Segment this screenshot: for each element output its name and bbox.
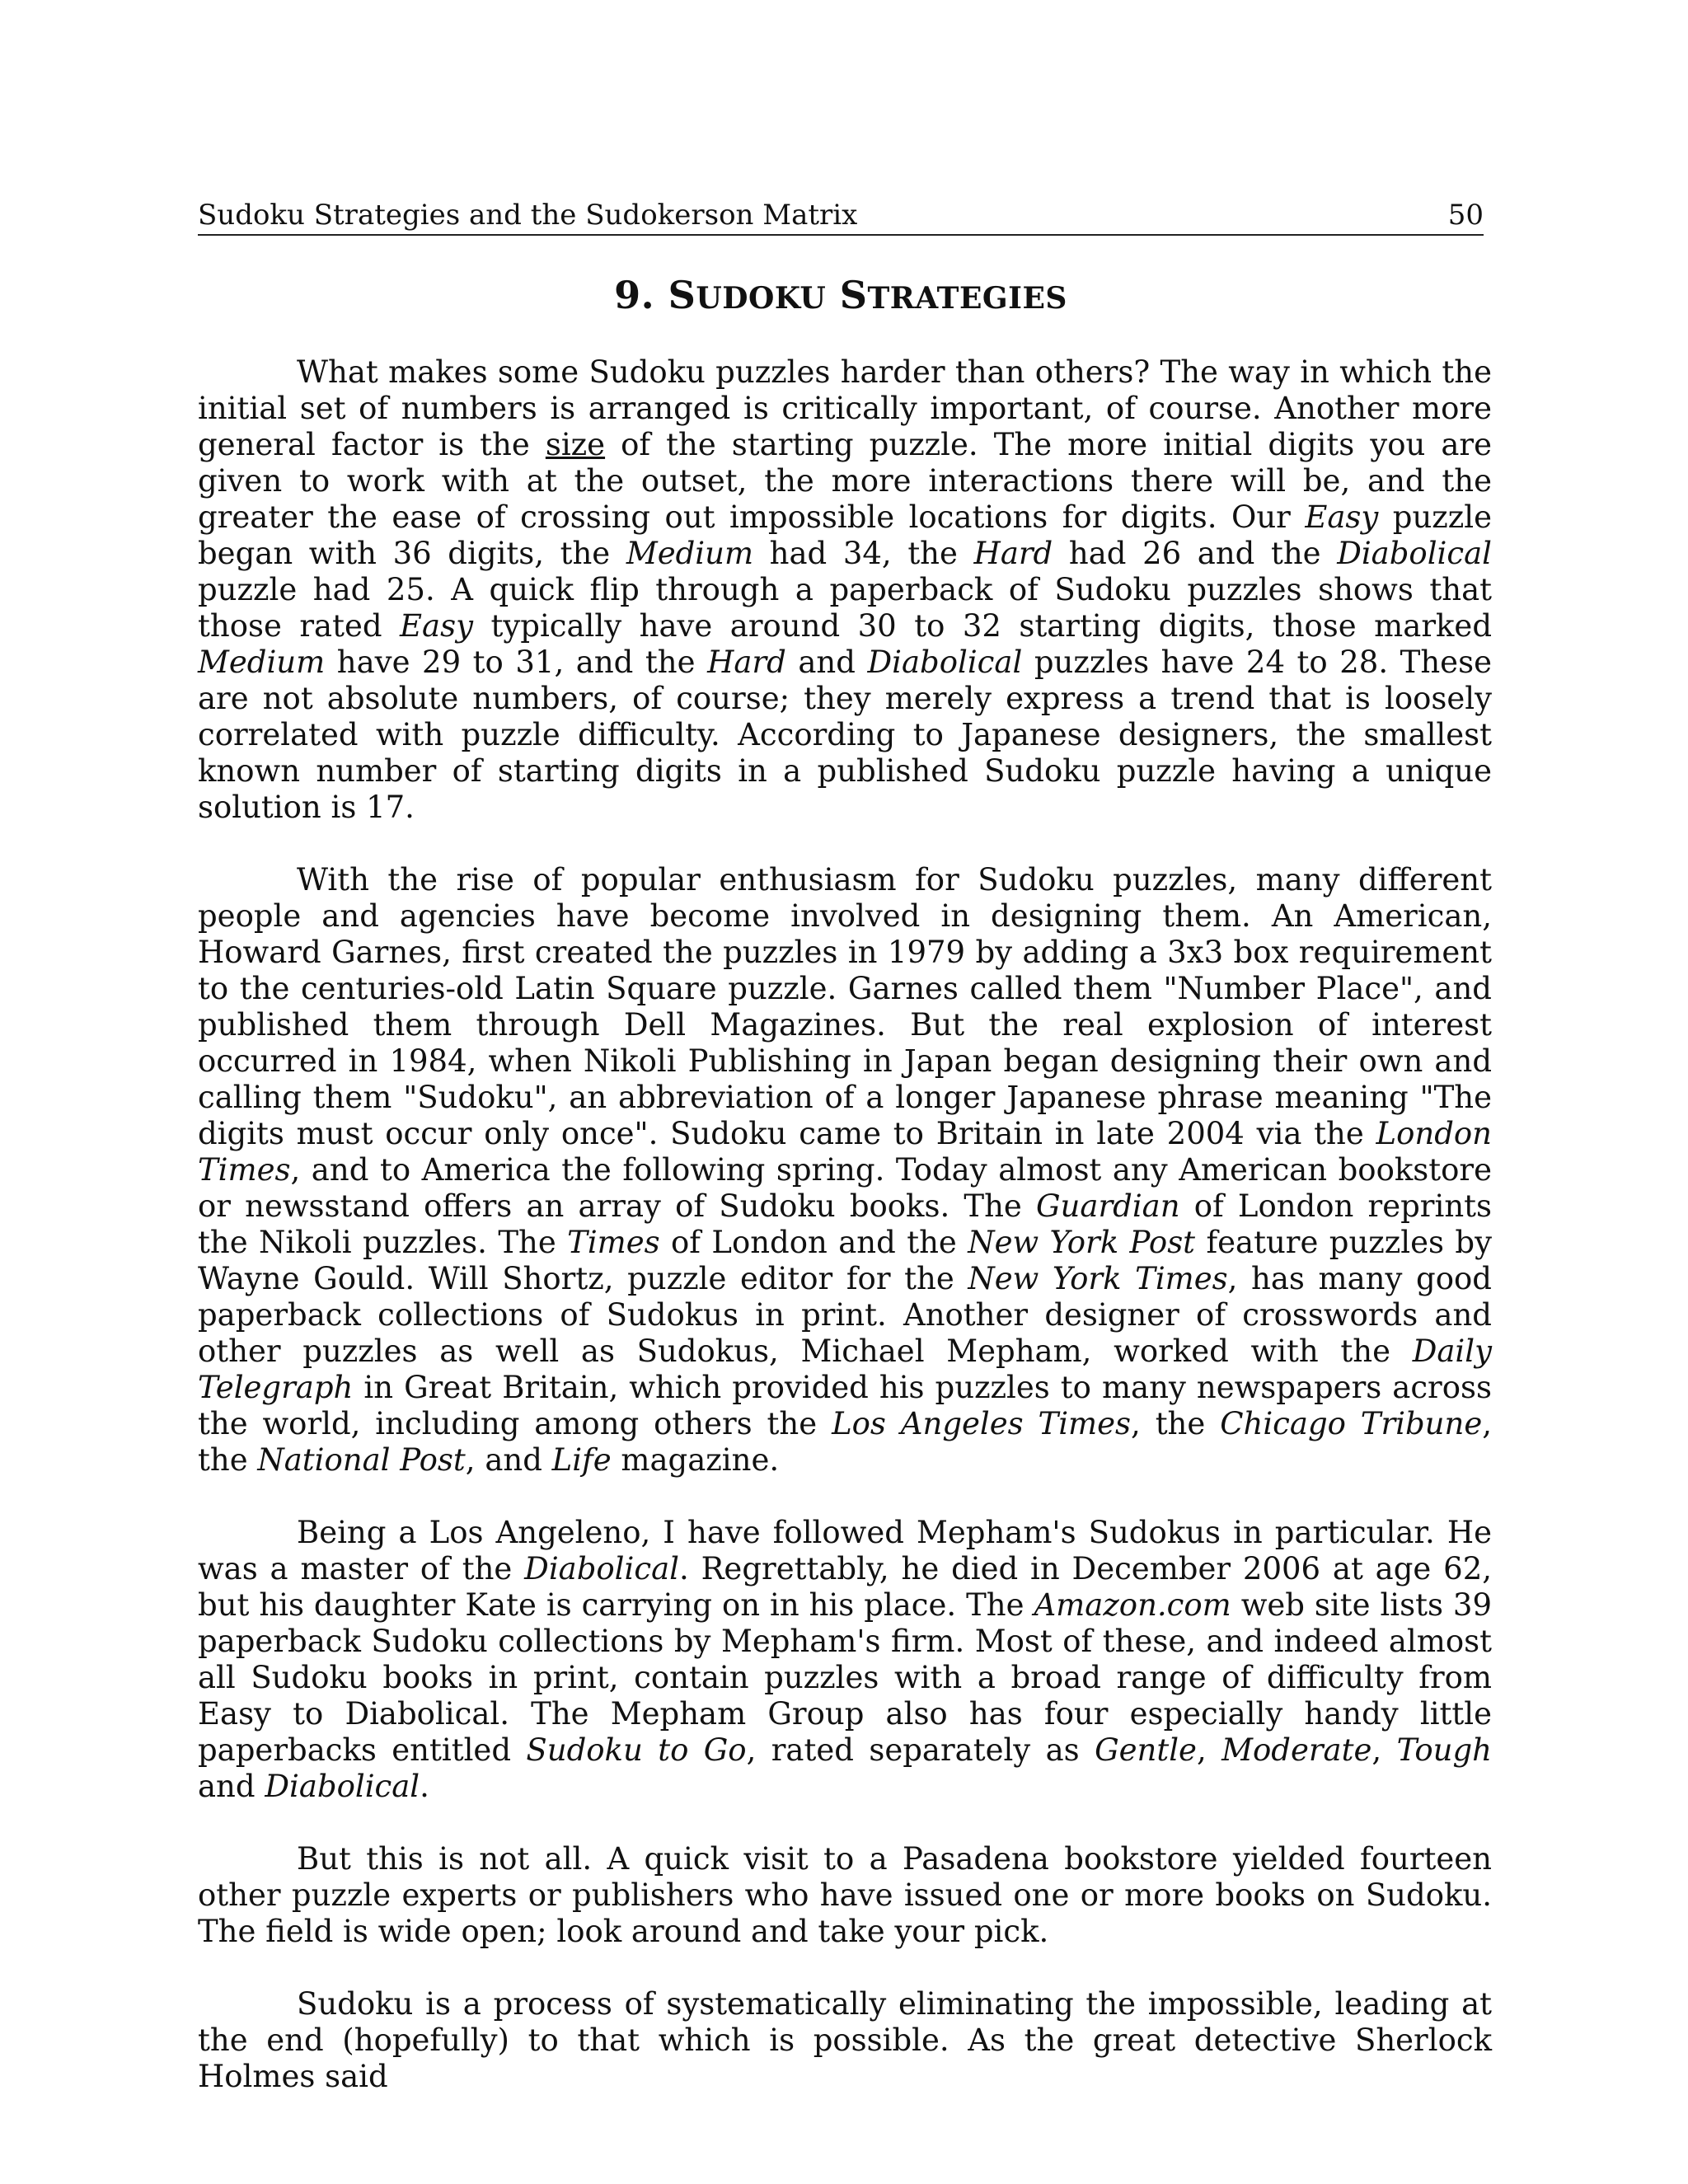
text-run: . Regrettably, he died in December 2006 at age 62, but his daughter Kate is carrying on in his place. The <box>198 1551 1493 1623</box>
text-run: web site lists 39 paperback Sudoku collections by Mepham's firm. Most of these, and indeed almost all Sudoku books in print, contain puzzles with a broad range of difficulty from Easy to Diabolical. The Mepham Group also has four especially handy little paperbacks entitled <box>198 1587 1492 1768</box>
italic-text: Los Angeles Times <box>832 1406 1132 1441</box>
text-run: , <box>1196 1732 1222 1768</box>
italic-text: Easy <box>400 608 473 644</box>
italic-text: Times <box>567 1225 660 1260</box>
chapter-title <box>198 270 1484 323</box>
paragraph <box>198 1515 1492 1805</box>
text-run: But this is not all. A quick visit to a Pasadena bookstore yielded fourteen other puzzle experts or publishers who have issued one or more books on Sudoku. The field is wide open; look around and take your pick. <box>198 1841 1492 1949</box>
italic-text: Moderate <box>1221 1732 1372 1768</box>
text-run: feature puzzles by Wayne Gould. Will Shortz, puzzle editor for the <box>198 1225 1492 1296</box>
text-run: , rated separately as <box>746 1732 1095 1768</box>
text-run: typically have around 30 to 32 starting digits, those marked <box>473 608 1493 644</box>
text-run: of the starting puzzle. The more initial digits you are given to work with at the outset, the more interactions there will be, and the greater the ease of crossing out impossible locations for digits. Our <box>198 427 1492 535</box>
italic-text: Tough <box>1396 1732 1492 1768</box>
chapter-title-word-1 <box>668 273 827 317</box>
text-run: of London and the <box>659 1225 968 1260</box>
chapter-title-initial-2: S <box>839 273 868 317</box>
text-run: and <box>785 644 868 680</box>
text-run: . <box>420 1769 429 1804</box>
italic-text: Life <box>551 1442 612 1478</box>
text-run: in Great Britain, which provided his puzzles to many newspapers across the world, including among others the <box>198 1370 1492 1441</box>
text-run: had 34, the <box>753 536 974 571</box>
paragraph <box>198 1841 1492 1950</box>
text-run: of London reprints the Nikoli puzzles. The <box>198 1188 1493 1260</box>
italic-text: Amazon.com <box>1034 1587 1231 1623</box>
italic-text: Medium <box>198 644 326 680</box>
chapter-title-rest-1: UDOKU <box>696 281 827 316</box>
paragraph <box>198 354 1492 826</box>
italic-text: Diabolical <box>265 1769 420 1804</box>
text-run: puzzle began with 36 digits, the <box>198 499 1493 571</box>
running-title: Sudoku Strategies and the Sudokerson Matrix <box>198 199 858 232</box>
text-run: magazine. <box>611 1442 780 1478</box>
text-run: What makes some Sudoku puzzles harder than others? The way in which the initial set of numbers is arranged is critically important, of course. Another more general factor is the <box>198 354 1492 462</box>
text-run: , and to America the following spring. Today almost any American bookstore or newsstand offers an array of Sudoku books. The <box>198 1152 1492 1224</box>
text-run: puzzles have 24 to 28. These are not absolute numbers, of course; they merely express a trend that is loosely correlated with puzzle difficulty. According to Japanese designers, the smallest known number of starting digits in a published Sudoku puzzle having a unique solution is 17. <box>198 644 1492 825</box>
chapter-number: 9. <box>614 273 655 317</box>
paragraph <box>198 1986 1492 2095</box>
italic-text: Hard <box>707 644 786 680</box>
italic-text: Hard <box>973 536 1053 571</box>
text-run: Being a Los Angeleno, I have followed Mepham's Sudokus in particular. He was a master of the <box>198 1515 1492 1586</box>
text-run: , and <box>465 1442 552 1478</box>
italic-text: New York Times <box>968 1261 1228 1296</box>
text-run: , <box>1372 1732 1397 1768</box>
text-run: Sudoku is a process of systematically eliminating the impossible, leading at the end (hopefully) to that which is possible. As the great detective Sherlock Holmes said <box>198 1986 1492 2094</box>
chapter-title-initial-1: S <box>668 273 696 317</box>
chapter-title-word-2 <box>840 273 1067 317</box>
text-run: had 26 and the <box>1053 536 1338 571</box>
page-number: 50 <box>1447 199 1484 232</box>
italic-text: Sudoku to Go <box>526 1732 747 1768</box>
text-run: puzzle had 25. A quick flip through a paperback of Sudoku puzzles shows that those rated <box>198 572 1492 644</box>
italic-text: Diabolical <box>867 644 1023 680</box>
text-run: , has many good paperback collections of Sudokus in print. Another designer of crosswords and other puzzles as well as Sudokus, Michael Mepham, worked with the <box>198 1261 1492 1369</box>
italic-text: Chicago Tribune <box>1220 1406 1483 1441</box>
running-header <box>198 196 1484 236</box>
italic-text: Daily Telegraph <box>198 1333 1492 1405</box>
italic-text: Diabolical <box>1337 536 1492 571</box>
text-run: have 29 to 31, and the <box>325 644 708 680</box>
italic-text: Gentle <box>1095 1732 1197 1768</box>
body-text <box>198 354 1492 2095</box>
text-run: With the rise of popular enthusiasm for Sudoku puzzles, many different people and agencies have become involved in designing them. An American, Howard Garnes, first created the puzzles in 1979 by adding a 3x3 box requirement to the centuries-old Latin Square puzzle. Garnes called them "Number Place", and published them through Dell Magazines. But the real explosion of interest occurred in 1984, when Nikoli Publishing in Japan began designing their own and calling them "Sudoku", an abbreviation of a longer Japanese phrase meaning "The digits must occur only once". Sudoku came to Britain in late 2004 via the <box>198 862 1492 1151</box>
text-run: and <box>198 1769 265 1804</box>
paragraph <box>198 862 1492 1479</box>
chapter-title-rest-2: TRATEGIES <box>867 281 1067 316</box>
italic-text: National Post <box>257 1442 466 1478</box>
text-run: , the <box>1131 1406 1221 1441</box>
italic-text: Easy <box>1305 499 1379 535</box>
underlined-text: size <box>545 427 606 462</box>
italic-text: Diabolical <box>524 1551 679 1586</box>
italic-text: Medium <box>626 536 754 571</box>
text-run: , the <box>198 1406 1493 1478</box>
italic-text: Guardian <box>1036 1188 1180 1224</box>
italic-text: New York Post <box>968 1225 1196 1260</box>
italic-text: London Times <box>198 1116 1492 1188</box>
